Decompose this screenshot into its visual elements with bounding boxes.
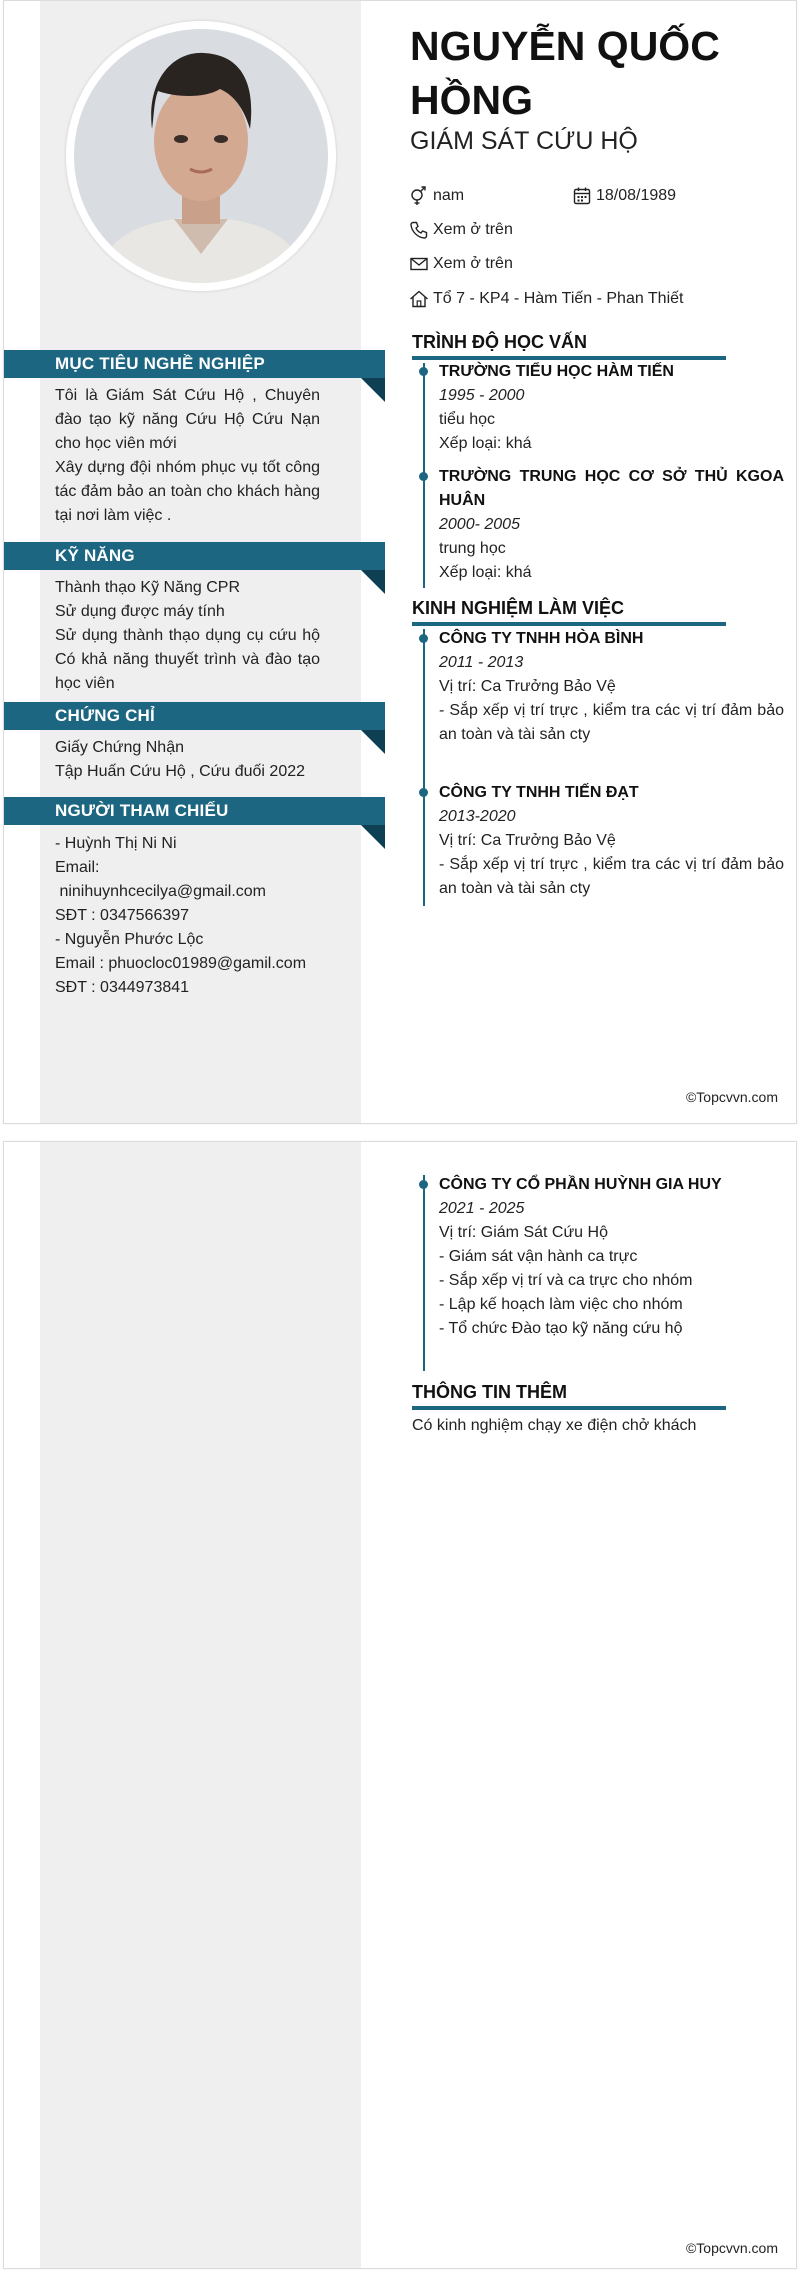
experience-company: CÔNG TY TNHH TIẾN ĐẠT <box>439 784 639 801</box>
home-icon <box>409 289 429 309</box>
phone-icon <box>409 220 429 240</box>
education-school: TRƯỜNG TIỂU HỌC HÀM TIẾN <box>439 363 674 380</box>
gender-icon <box>409 186 429 206</box>
birthdate-value: 18/08/1989 <box>596 187 677 204</box>
heading-fold <box>361 730 385 754</box>
reference-line: ninihuynhcecilya@gmail.com <box>55 883 266 900</box>
reference-line: Email : phuocloc01989@gamil.com <box>55 955 307 972</box>
heading-fold <box>361 570 385 594</box>
address-value: Tổ 7 - KP4 - Hàm Tiến - Phan Thiết <box>433 290 684 307</box>
experience-detail: - Sắp xếp vị trí trực , kiểm tra các vị trí đảm bảo an toàn và tài sản cty <box>439 702 784 743</box>
education-level: tiểu học <box>439 411 496 428</box>
certificate-line: Giấy Chứng Nhận <box>55 739 184 756</box>
footer-brand: ©Topcvvn.com <box>685 1089 778 1105</box>
phone-value: Xem ở trên <box>433 221 513 238</box>
cv-page-1 <box>3 0 797 1124</box>
avatar <box>74 29 328 283</box>
sidebar-background <box>40 1142 361 2268</box>
experience-detail: - Sắp xếp vị trí trực , kiểm tra các vị trí đảm bảo an toàn và tài sản cty <box>439 856 784 897</box>
education-years: 1995 - 2000 <box>439 387 525 404</box>
skill-line: Sử dụng thành thạo dụng cụ cứu hộ Có khả năng thuyết trình và đào tạo học viên <box>55 627 320 692</box>
footer-brand: ©Topcvvn.com <box>685 2240 778 2256</box>
timeline-dot <box>419 1180 428 1189</box>
experience-detail: - Giám sát vận hành ca trực <box>439 1248 638 1265</box>
objective-line: Tôi là Giám Sát Cứu Hộ , Chuyên đào tạo kỹ năng Cứu Hộ Cứu Nạn cho học viên mới <box>55 387 320 452</box>
contact-email <box>409 253 513 275</box>
skill-line: Thành thạo Kỹ Năng CPR <box>55 579 240 596</box>
skill-line: Sử dụng được máy tính <box>55 603 225 620</box>
education-years: 2000- 2005 <box>439 516 520 533</box>
experience-detail: Vị trí: Ca Trưởng Bảo Vệ <box>439 678 616 695</box>
calendar-icon <box>572 186 592 206</box>
experience-detail: Vị trí: Giám Sát Cứu Hộ <box>439 1224 608 1241</box>
reference-line: Email: <box>55 859 100 876</box>
timeline-dot <box>419 634 428 643</box>
experience-detail: - Tổ chức Đào tạo kỹ năng cứu hộ <box>439 1320 683 1337</box>
certificates-text <box>55 736 320 784</box>
references-heading: NGƯỜI THAM CHIẾU <box>4 797 385 825</box>
experience-detail: - Lập kế hoạch làm việc cho nhóm <box>439 1296 683 1313</box>
avatar-frame <box>66 21 336 291</box>
objective-heading: MỤC TIÊU NGHỀ NGHIỆP <box>4 350 385 378</box>
additional-info-heading: THÔNG TIN THÊM <box>412 1382 726 1410</box>
experience-company: CÔNG TY TNHH HÒA BÌNH <box>439 630 644 647</box>
reference-line: - Huỳnh Thị Ni Ni <box>55 835 177 852</box>
education-school: TRƯỜNG TRUNG HỌC CƠ SỞ THỦ KGOA HUÂN <box>439 468 784 509</box>
education-level: trung học <box>439 540 506 557</box>
experience-years: 2011 - 2013 <box>439 654 524 671</box>
experience-years: 2013-2020 <box>439 808 516 825</box>
contact-gender <box>409 185 464 207</box>
education-heading: TRÌNH ĐỘ HỌC VẤN <box>412 332 726 360</box>
heading-fold <box>361 378 385 402</box>
experience-company: CÔNG TY CỔ PHẦN HUỲNH GIA HUY <box>439 1176 722 1193</box>
cv-page-2 <box>3 1141 797 2269</box>
skills-text <box>55 576 320 696</box>
envelope-icon <box>409 254 429 274</box>
timeline-dot <box>419 367 428 376</box>
experience-detail: Vị trí: Ca Trưởng Bảo Vệ <box>439 832 616 849</box>
certificates-heading: CHỨNG CHỈ <box>4 702 385 730</box>
education-rank: Xếp loại: khá <box>439 564 532 581</box>
contact-address <box>409 288 683 310</box>
email-value: Xem ở trên <box>433 255 513 272</box>
reference-line: - Nguyễn Phước Lộc <box>55 931 204 948</box>
candidate-name: NGUYỄN QUỐC HỒNG <box>410 23 720 123</box>
experience-timeline <box>423 1175 425 1371</box>
timeline-dot <box>419 472 428 481</box>
additional-info-text: Có kinh nghiệm chạy xe điện chở khách <box>412 1417 697 1434</box>
skills-heading: KỸ NĂNG <box>4 542 385 570</box>
heading-fold <box>361 825 385 849</box>
contact-phone <box>409 219 513 241</box>
avatar-photo <box>74 29 328 283</box>
reference-line: SĐT : 0344973841 <box>55 979 190 996</box>
gender-value: nam <box>433 187 465 204</box>
experience-detail: - Sắp xếp vị trí và ca trực cho nhóm <box>439 1272 693 1289</box>
objective-text <box>55 384 320 528</box>
candidate-job-title: GIÁM SÁT CỨU HỘ <box>410 127 638 155</box>
timeline-dot <box>419 788 428 797</box>
experience-timeline <box>423 629 425 906</box>
certificate-line: Tập Huấn Cứu Hộ , Cứu đuối 2022 <box>55 763 306 780</box>
reference-line: SĐT : 0347566397 <box>55 907 190 924</box>
contact-birthdate <box>572 185 676 207</box>
references-text <box>55 832 320 1000</box>
experience-years: 2021 - 2025 <box>439 1200 525 1217</box>
objective-line: Xây dựng đội nhóm phục vụ tốt công tác đảm bảo an toàn cho khách hàng tại nơi làm việc . <box>55 459 320 524</box>
experience-heading: KINH NGHIỆM LÀM VIỆC <box>412 598 726 626</box>
education-rank: Xếp loại: khá <box>439 435 532 452</box>
